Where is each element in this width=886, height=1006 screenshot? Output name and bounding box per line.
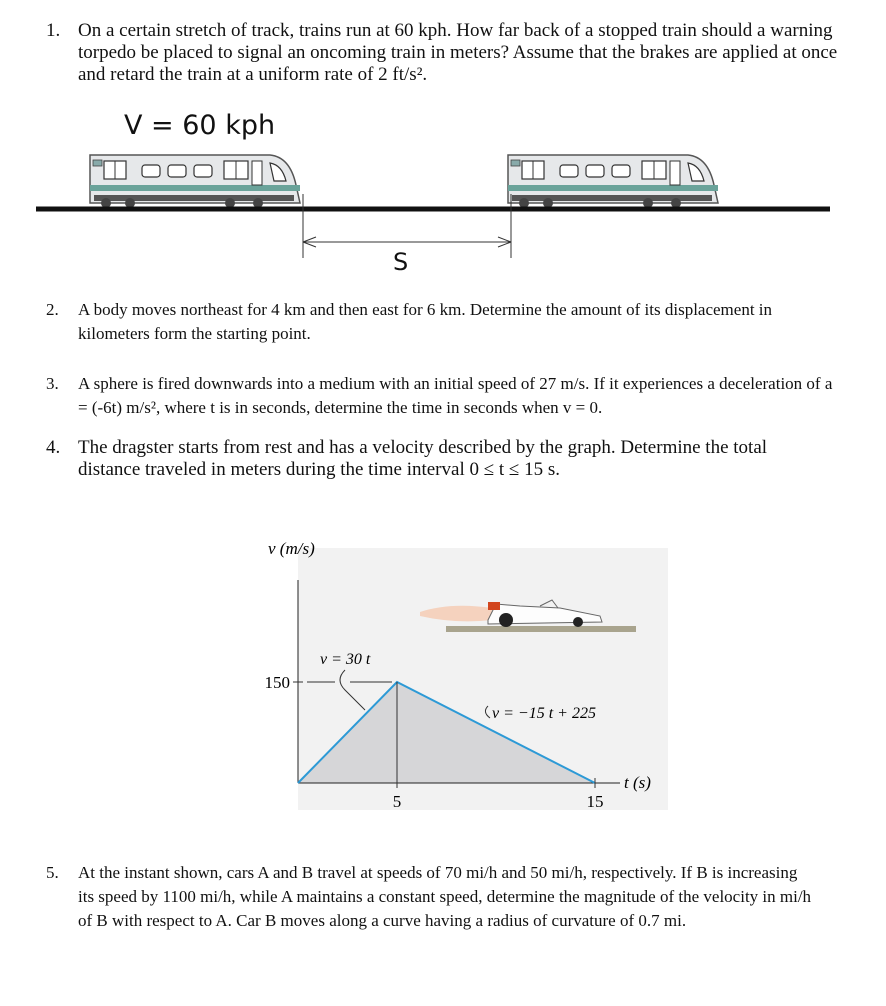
question-2-number: 2. bbox=[46, 300, 59, 319]
x-tick-label-5: 5 bbox=[392, 792, 402, 811]
velocity-time-chart bbox=[0, 520, 886, 860]
annotation-rise: v = 30 t bbox=[320, 651, 371, 668]
y-axis-label: v (m/s) bbox=[268, 539, 315, 558]
annotation-fall: v = −15 t + 225 bbox=[492, 705, 596, 722]
question-5-text: At the instant shown, cars A and B travel at speeds of 70 mi/h and 50 mi/h, respectively. If B is increasing its speed by 1100 mi/h, while A maintains a constant speed, determine the magnitude of the velocity in mi/h of B with respect to A. Car B moves along a curve having a radius of curvature of 0.7 mi. bbox=[78, 863, 812, 930]
y-tick-label-150: 150 bbox=[264, 673, 290, 692]
question-4-text: The dragster starts from rest and has a velocity described by the graph. Determine the total distance traveled in meters during the time interval 0 ≤ t ≤ 15 s. bbox=[78, 437, 768, 480]
question-1-text: On a certain stretch of track, trains run at 60 kph. How far back of a stopped train should a warning torpedo be placed to signal an oncoming train in meters? Assume that the brakes are applied at once and retard the train at a uniform rate of 2 ft/s². bbox=[78, 20, 838, 85]
question-4 bbox=[46, 437, 826, 481]
question-5-number: 5. bbox=[46, 863, 59, 882]
question-5 bbox=[46, 861, 816, 933]
question-1-number: 1. bbox=[46, 20, 61, 41]
distance-label: S bbox=[393, 248, 409, 276]
train-figure bbox=[0, 0, 886, 290]
question-2-text: A body moves northeast for 4 km and then east for 6 km. Determine the amount of its displacement in kilometers form the starting point. bbox=[78, 300, 773, 343]
question-4-number: 4. bbox=[46, 437, 61, 458]
question-3-text: A sphere is fired downwards into a medium with an initial speed of 27 m/s. If it experiences a deceleration of a = (-6t) m/s², where t is in seconds, determine the time in seconds when v = 0. bbox=[78, 374, 833, 417]
question-3 bbox=[46, 372, 836, 420]
stopped-train bbox=[508, 155, 718, 208]
question-2 bbox=[46, 298, 846, 346]
question-3-number: 3. bbox=[46, 374, 59, 393]
x-axis-label: t (s) bbox=[624, 773, 651, 792]
velocity-label: V = 60 kph bbox=[124, 110, 276, 141]
moving-train bbox=[90, 155, 300, 208]
x-tick-label-15: 15 bbox=[586, 792, 604, 811]
